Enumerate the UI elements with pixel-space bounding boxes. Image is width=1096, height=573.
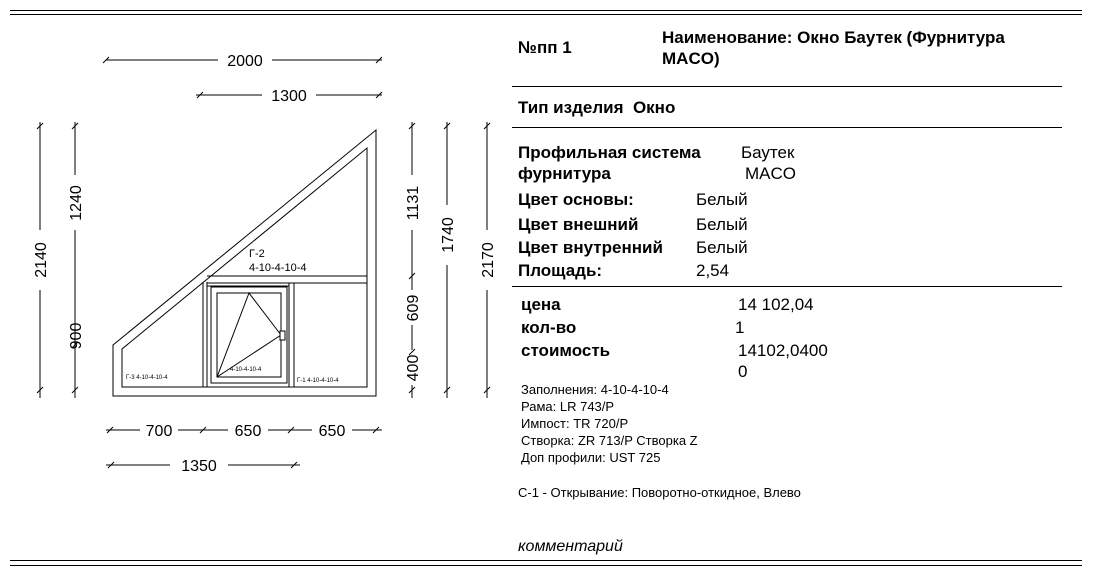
cost-label: стоимость — [521, 341, 611, 360]
glass-upper-spec: 4-10-4-10-4 — [249, 262, 307, 274]
glass-right-label: Г-1 4-10-4-10-4 — [297, 378, 339, 384]
dim-bottom-2: 650 — [234, 423, 262, 440]
outer-color-value: Белый — [696, 215, 748, 234]
glass-upper-code: Г-2 — [249, 248, 265, 260]
dim-right-total: 2170 — [480, 242, 497, 278]
item-number: №пп 1 — [518, 38, 572, 57]
qty-value: 1 — [735, 318, 745, 337]
dim-left-lower: 900 — [68, 322, 85, 350]
dim-right-upper: 1131 — [405, 185, 422, 221]
profile-label: Профильная система — [518, 143, 701, 162]
inner-color-value: Белый — [696, 238, 748, 257]
price-value: 14 102,04 — [738, 295, 814, 314]
dim-bottom-1: 700 — [145, 423, 173, 440]
dim-left-total: 2140 — [33, 242, 50, 278]
dim-left-upper: 1240 — [68, 185, 85, 221]
base-color-value: Белый — [696, 190, 748, 209]
product-name-line1: Наименование: Окно Баутек (Фурнитура — [662, 28, 1005, 47]
dim-width-total: 2000 — [227, 53, 263, 70]
profile-value: Баутек — [741, 143, 795, 162]
detail-sash: Створка: ZR 713/P Створка Z — [521, 433, 698, 448]
dim-bottom-total: 1350 — [181, 458, 217, 475]
fittings-value: MACO — [745, 164, 796, 183]
dim-right-sum: 1740 — [440, 217, 457, 253]
area-label: Площадь: — [518, 261, 603, 280]
glass-left-label: Г-3 4-10-4-10-4 — [126, 375, 168, 381]
frame-inner — [122, 148, 367, 387]
price-label: цена — [521, 295, 561, 314]
detail-extra-profiles: Доп профили: UST 725 — [521, 450, 661, 465]
comment: комментарий — [518, 538, 623, 555]
detail-frame: Рама: LR 743/P — [521, 399, 615, 414]
product-name-line2: MACO) — [662, 49, 720, 68]
sash-label: 4-10-4-10-4 — [230, 367, 262, 373]
dim-bottom-3: 650 — [318, 423, 346, 440]
fittings-label: фурнитура — [518, 164, 611, 183]
cost-value-line1: 14102,0400 — [738, 341, 828, 360]
area-value: 2,54 — [696, 261, 730, 280]
dim-width-upper: 1300 — [271, 88, 307, 105]
base-color-label: Цвет основы: — [518, 190, 634, 209]
sash-inner — [217, 293, 281, 377]
inner-color-label: Цвет внутренний — [518, 238, 663, 257]
product-type: Тип изделия Окно — [518, 98, 676, 117]
detail-fill: Заполнения: 4-10-4-10-4 — [521, 382, 669, 397]
opening-type: С-1 - Открывание: Поворотно-откидное, Влево — [518, 485, 801, 500]
dim-right-mid: 609 — [405, 294, 422, 322]
cost-value-line2: 0 — [738, 362, 748, 381]
outer-color-label: Цвет внешний — [518, 215, 639, 234]
detail-impost: Импост: TR 720/P — [521, 416, 629, 431]
dim-right-low: 400 — [405, 354, 422, 382]
frame-outer — [113, 130, 376, 396]
qty-label: кол-во — [521, 318, 577, 337]
